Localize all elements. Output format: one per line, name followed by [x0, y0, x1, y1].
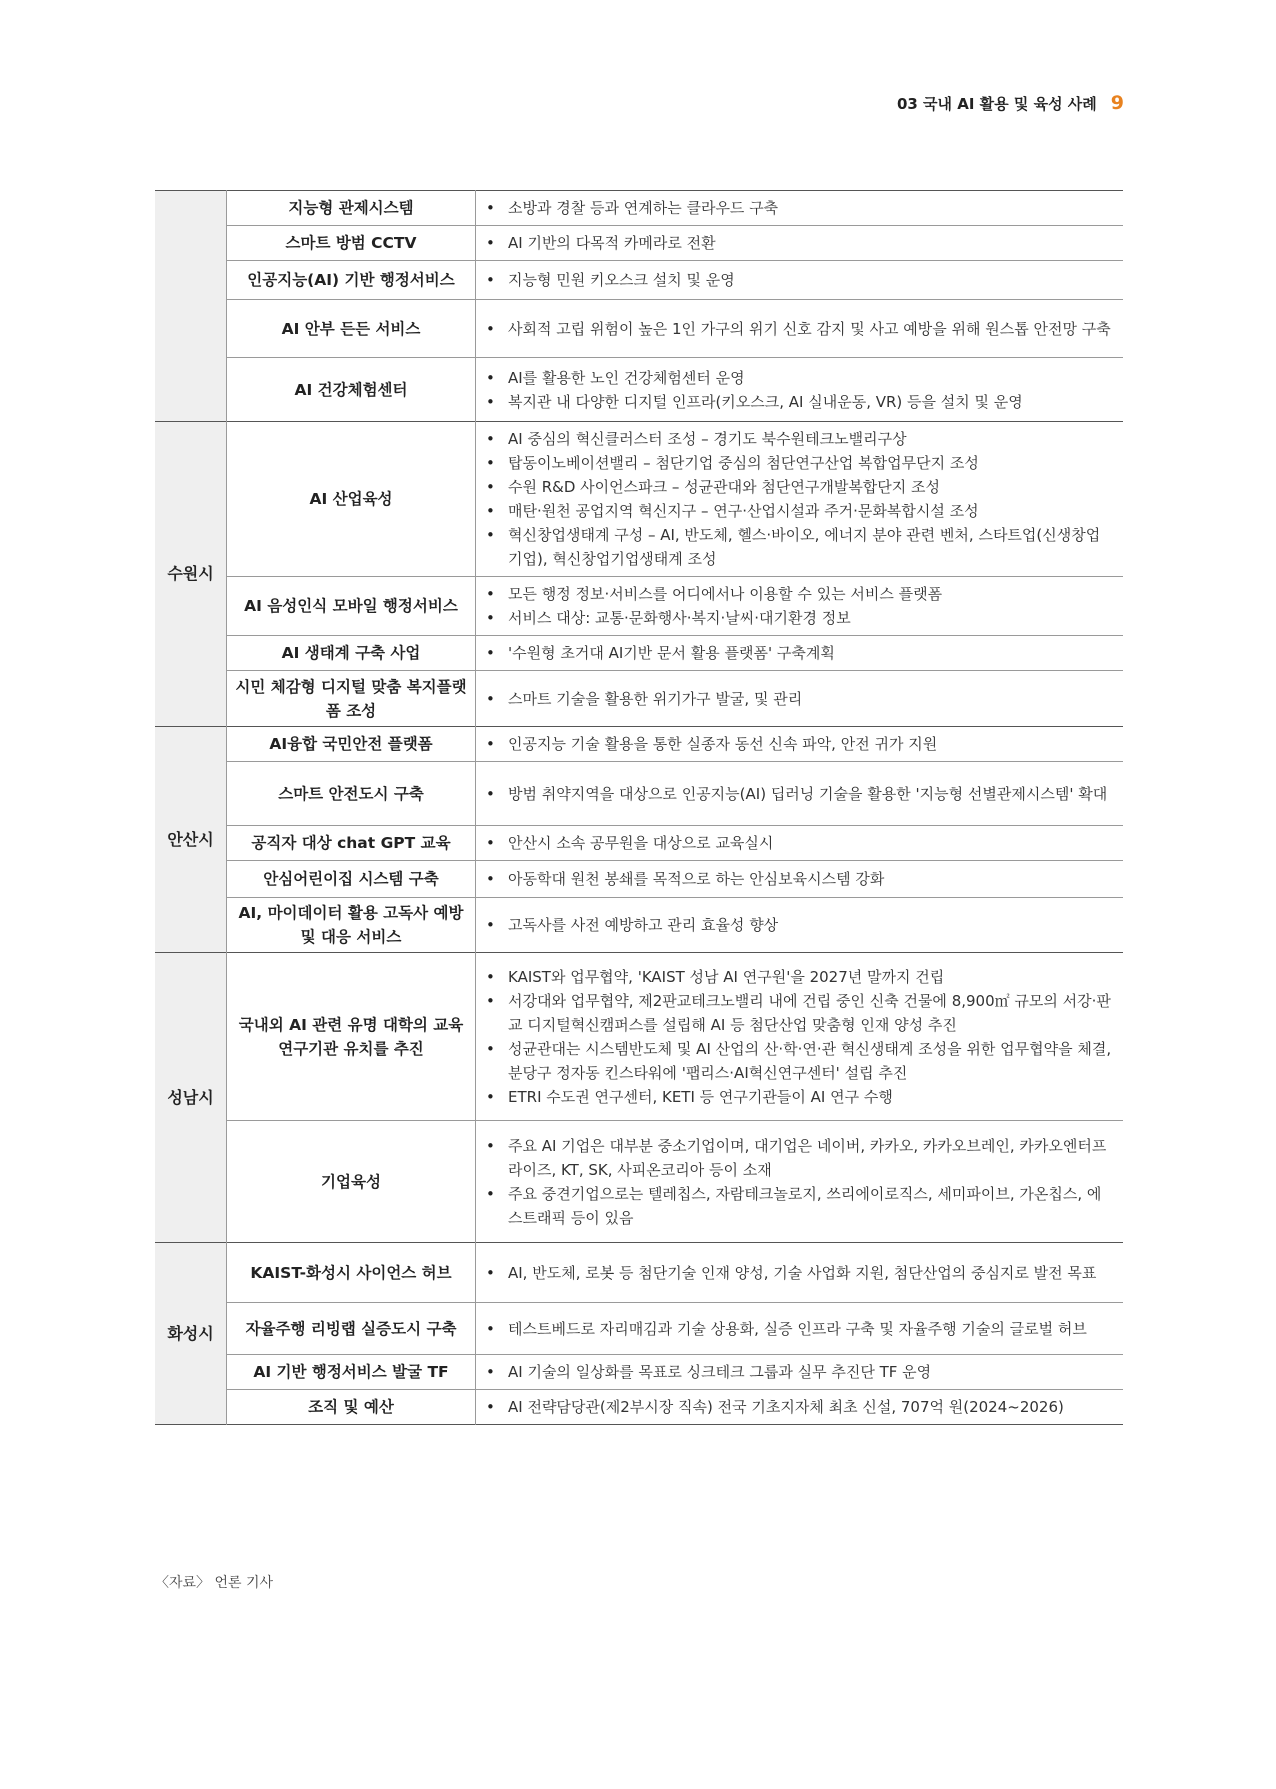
bullet-item: • KAIST와 업무협약, 'KAIST 성남 AI 연구원'을 2027년 말까지 건립 — [484, 965, 1113, 989]
bullet-item: • 서강대와 업무협약, 제2판교테크노밸리 내에 건립 중인 신축 건물에 8,900㎡ 규모의 서강·판교 디지털혁신캠퍼스를 설립해 AI 등 첨단산업 맞춤형 인재 양성 추진 — [484, 989, 1113, 1037]
table-row — [155, 671, 1123, 727]
project-name: 조직 및 예산 — [227, 1390, 476, 1425]
bullet-item: • AI를 활용한 노인 건강체험센터 운영 — [484, 366, 1113, 390]
section-title: 03 국내 AI 활용 및 육성 사례 — [896, 95, 1097, 113]
bullet-list — [484, 196, 1113, 220]
bullet-list — [484, 867, 1113, 891]
bullet-item: • 모든 행정 정보·서비스를 어디에서나 이용할 수 있는 서비스 플랫폼 — [484, 582, 1113, 606]
bullet-list — [484, 231, 1113, 255]
bullet-list — [484, 732, 1113, 756]
bullet-list — [484, 582, 1113, 630]
project-name: 자율주행 리빙랩 실증도시 구축 — [227, 1303, 476, 1355]
bullet-item: • AI 기반의 다목적 카메라로 전환 — [484, 231, 1113, 255]
project-name: AI 건강체험센터 — [227, 358, 476, 422]
bullet-item: • 사회적 고립 위험이 높은 1인 가구의 위기 신호 감지 및 사고 예방을 위해 원스톱 안전망 구축 — [484, 317, 1113, 341]
bullet-item: • 지능형 민원 키오스크 설치 및 운영 — [484, 268, 1113, 292]
project-name: 안심어린이집 시스템 구축 — [227, 861, 476, 898]
bullet-item: • 안산시 소속 공무원을 대상으로 교육실시 — [484, 831, 1113, 855]
bullet-item: • 성균관대는 시스템반도체 및 AI 산업의 산·학·연·관 혁신생태계 조성을 위한 업무협약을 체결, 분당구 정자동 킨스타워에 '팹리스·AI혁신연구센터' 설립 추진 — [484, 1037, 1113, 1085]
description-cell — [476, 577, 1124, 636]
bullet-item: • 수원 R&D 사이언스파크 – 성균관대와 첨단연구개발복합단지 조성 — [484, 475, 1113, 499]
description-cell — [476, 861, 1124, 898]
bullet-item: • AI 중심의 혁신클러스터 조성 – 경기도 북수원테크노밸리구상 — [484, 427, 1113, 451]
project-name: AI, 마이데이터 활용 고독사 예방 및 대응 서비스 — [227, 898, 476, 953]
bullet-item: • 주요 AI 기업은 대부분 중소기업이며, 대기업은 네이버, 카카오, 카카오브레인, 카카오엔터프라이즈, KT, SK, 사피온코리아 등이 소재 — [484, 1134, 1113, 1182]
table-row — [155, 300, 1123, 358]
description-cell — [476, 261, 1124, 300]
bullet-list — [484, 427, 1113, 571]
table-row — [155, 1121, 1123, 1243]
project-name: 국내외 AI 관련 유명 대학의 교육연구기관 유치를 추진 — [227, 953, 476, 1121]
description-cell — [476, 826, 1124, 861]
description-cell — [476, 671, 1124, 727]
bullet-list — [484, 1395, 1113, 1419]
project-name: 시민 체감형 디지털 맞춤 복지플랫폼 조성 — [227, 671, 476, 727]
table-row — [155, 898, 1123, 953]
project-name: 스마트 방범 CCTV — [227, 226, 476, 261]
project-name: 공직자 대상 chat GPT 교육 — [227, 826, 476, 861]
bullet-list — [484, 687, 1113, 711]
table-row — [155, 953, 1123, 1121]
bullet-list — [484, 831, 1113, 855]
table-row — [155, 636, 1123, 671]
bullet-item: • 탑동이노베이션밸리 – 첨단기업 중심의 첨단연구산업 복합업무단지 조성 — [484, 451, 1113, 475]
bullet-item: • 주요 중견기업으로는 텔레칩스, 자람테크놀로지, 쓰리에이로직스, 세미파이브, 가온칩스, 에스트래픽 등이 있음 — [484, 1182, 1113, 1230]
bullet-list — [484, 268, 1113, 292]
bullet-list — [484, 1134, 1113, 1230]
bullet-item: • 고독사를 사전 예방하고 관리 효율성 향상 — [484, 913, 1113, 937]
bullet-list — [484, 317, 1113, 341]
description-cell — [476, 1243, 1124, 1303]
project-name: AI 음성인식 모바일 행정서비스 — [227, 577, 476, 636]
page-number: 9 — [1110, 92, 1124, 114]
description-cell — [476, 636, 1124, 671]
description-cell — [476, 727, 1124, 762]
description-cell — [476, 226, 1124, 261]
city-cell — [155, 191, 227, 422]
bullet-item: • 복지관 내 다양한 디지털 인프라(키오스크, AI 실내운동, VR) 등을 설치 및 운영 — [484, 390, 1113, 414]
bullet-list — [484, 965, 1113, 1109]
city-cell: 수원시 — [155, 422, 227, 727]
table-row — [155, 358, 1123, 422]
table-row — [155, 861, 1123, 898]
bullet-item: • '수원형 초거대 AI기반 문서 활용 플랫폼' 구축계획 — [484, 641, 1113, 665]
table-row — [155, 1243, 1123, 1303]
description-cell — [476, 358, 1124, 422]
description-cell — [476, 300, 1124, 358]
bullet-item: • 테스트베드로 자리매김과 기술 상용화, 실증 인프라 구축 및 자율주행 기술의 글로벌 허브 — [484, 1317, 1113, 1341]
city-cell: 성남시 — [155, 953, 227, 1243]
table-row — [155, 261, 1123, 300]
project-name: AI 기반 행정서비스 발굴 TF — [227, 1355, 476, 1390]
table-row — [155, 226, 1123, 261]
bullet-list — [484, 1261, 1113, 1285]
table-row — [155, 762, 1123, 826]
project-name: AI 산업육성 — [227, 422, 476, 577]
bullet-item: • 매탄·원천 공업지역 혁신지구 – 연구·산업시설과 주거·문화복합시설 조성 — [484, 499, 1113, 523]
description-cell — [476, 1355, 1124, 1390]
project-name: AI 생태계 구축 사업 — [227, 636, 476, 671]
bullet-item: • 혁신창업생태계 구성 – AI, 반도체, 헬스·바이오, 에너지 분야 관련 벤처, 스타트업(신생창업기업), 혁신창업기업생태계 조성 — [484, 523, 1113, 571]
bullet-item: • AI 전략담당관(제2부시장 직속) 전국 기초지자체 최초 신설, 707억 원(2024~2026) — [484, 1395, 1113, 1419]
bullet-item: • 아동학대 원천 봉쇄를 목적으로 하는 안심보육시스템 강화 — [484, 867, 1113, 891]
table-row — [155, 422, 1123, 577]
table-row — [155, 1355, 1123, 1390]
table-row — [155, 191, 1123, 226]
description-cell — [476, 953, 1124, 1121]
bullet-list — [484, 366, 1113, 414]
project-name: AI융합 국민안전 플랫폼 — [227, 727, 476, 762]
project-name: KAIST-화성시 사이언스 허브 — [227, 1243, 476, 1303]
description-cell — [476, 762, 1124, 826]
bullet-item: • 서비스 대상: 교통·문화행사·복지·날씨·대기환경 정보 — [484, 606, 1113, 630]
description-cell — [476, 422, 1124, 577]
bullet-list — [484, 782, 1113, 806]
bullet-list — [484, 913, 1113, 937]
bullet-list — [484, 1360, 1113, 1384]
bullet-item: • 방범 취약지역을 대상으로 인공지능(AI) 딥러닝 기술을 활용한 '지능형 선별관제시스템' 확대 — [484, 782, 1113, 806]
bullet-item: • AI, 반도체, 로봇 등 첨단기술 인재 양성, 기술 사업화 지원, 첨단산업의 중심지로 발전 목표 — [484, 1261, 1113, 1285]
table-row — [155, 727, 1123, 762]
description-cell — [476, 1121, 1124, 1243]
table-row — [155, 1303, 1123, 1355]
bullet-item: • 스마트 기술을 활용한 위기가구 발굴, 및 관리 — [484, 687, 1113, 711]
description-cell — [476, 1390, 1124, 1425]
project-name: 스마트 안전도시 구축 — [227, 762, 476, 826]
bullet-list — [484, 641, 1113, 665]
description-cell — [476, 898, 1124, 953]
city-cell: 화성시 — [155, 1243, 227, 1425]
source-note: 〈자료〉 언론 기사 — [155, 1575, 274, 1591]
city-cell: 안산시 — [155, 727, 227, 953]
project-name: 지능형 관제시스템 — [227, 191, 476, 226]
bullet-item: • 인공지능 기술 활용을 통한 실종자 동선 신속 파악, 안전 귀가 지원 — [484, 732, 1113, 756]
project-name: AI 안부 든든 서비스 — [227, 300, 476, 358]
table-row — [155, 1390, 1123, 1425]
ai-case-table — [155, 190, 1123, 1425]
project-name: 인공지능(AI) 기반 행정서비스 — [227, 261, 476, 300]
bullet-item: • AI 기술의 일상화를 목표로 싱크테크 그룹과 실무 추진단 TF 운영 — [484, 1360, 1113, 1384]
project-name: 기업육성 — [227, 1121, 476, 1243]
bullet-list — [484, 1317, 1113, 1341]
bullet-item: • ETRI 수도권 연구센터, KETI 등 연구기관들이 AI 연구 수행 — [484, 1085, 1113, 1109]
description-cell — [476, 191, 1124, 226]
page-header — [897, 92, 1124, 114]
table-row — [155, 577, 1123, 636]
bullet-item: • 소방과 경찰 등과 연계하는 클라우드 구축 — [484, 196, 1113, 220]
description-cell — [476, 1303, 1124, 1355]
table-row — [155, 826, 1123, 861]
table-body — [155, 191, 1123, 1425]
